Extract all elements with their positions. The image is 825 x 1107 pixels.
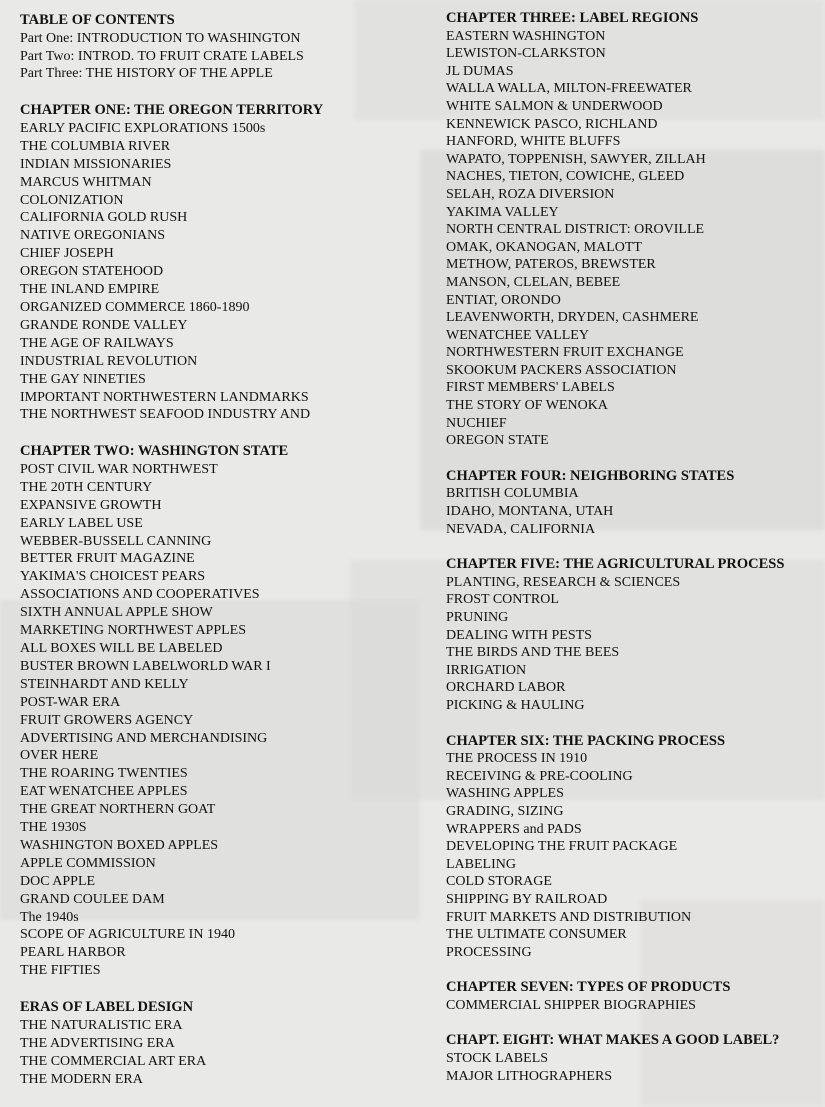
chapter-one-item: IMPORTANT NORTHWESTERN LANDMARKS — [20, 389, 309, 405]
eras-item: THE COMMERCIAL ART ERA — [20, 1053, 207, 1069]
chapter-four-item: IDAHO, MONTANA, UTAH — [446, 504, 614, 520]
chapter-two-item: THE GREAT NORTHERN GOAT — [20, 802, 216, 818]
right-column — [446, 10, 818, 1085]
chapter-five-item: IRRIGATION — [446, 662, 527, 678]
eras-item: THE MODERN ERA — [20, 1071, 143, 1087]
chapter-six-item: PROCESSING — [446, 944, 532, 960]
chapter-three-item: METHOW, PATEROS, BREWSTER — [446, 257, 656, 273]
chapter-one-item: COLONIZATION — [20, 192, 124, 208]
chapter-three-item: FIRST MEMBERS' LABELS — [446, 380, 615, 396]
chapter-five-item: ORCHARD LABOR — [446, 680, 566, 696]
chapter-one-item: THE NORTHWEST SEAFOOD INDUSTRY AND — [20, 407, 311, 423]
chapter-three-item: SELAH, ROZA DIVERSION — [446, 186, 615, 202]
chapter-one-section — [20, 102, 365, 424]
chapter-three-item: KENNEWICK PASCO, RICHLAND — [446, 116, 658, 132]
chapter-two-item: EARLY LABEL USE — [20, 515, 143, 531]
chapter-three-item: YAKIMA VALLEY — [446, 204, 559, 220]
chapter-six-item: THE ULTIMATE CONSUMER — [446, 927, 627, 943]
chapter-two-item: SCOPE OF AGRICULTURE IN 1940 — [20, 927, 235, 943]
eras-section — [20, 999, 365, 1088]
chapter-three-section — [446, 10, 818, 450]
eras-item: THE ADVERTISING ERA — [20, 1035, 175, 1051]
chapter-two-item: ALL BOXES WILL BE LABELED — [20, 640, 223, 656]
chapter-two-item: WEBBER-BUSSELL CANNING — [20, 533, 212, 549]
chapter-eight-heading: CHAPT. EIGHT: WHAT MAKES A GOOD LABEL? — [446, 1032, 780, 1049]
chapter-six-item: FRUIT MARKETS AND DISTRIBUTION — [446, 909, 692, 925]
chapter-one-heading: CHAPTER ONE: THE OREGON TERRITORY — [20, 102, 324, 119]
chapter-three-item: OREGON STATE — [446, 433, 549, 449]
chapter-two-item: WASHINGTON BOXED APPLES — [20, 837, 219, 853]
chapter-one-item: THE COLUMBIA RIVER — [20, 138, 171, 154]
chapter-three-item: THE STORY OF WENOKA — [446, 398, 608, 414]
chapter-two-item: THE ROARING TWENTIES — [20, 766, 188, 782]
chapter-two-item: SIXTH ANNUAL APPLE SHOW — [20, 605, 213, 621]
chapter-one-item: ORGANIZED COMMERCE 1860-1890 — [20, 299, 250, 315]
chapter-two-section — [20, 443, 365, 980]
chapter-six-item: THE PROCESS IN 1910 — [446, 751, 588, 767]
chapter-five-item: PICKING & HAULING — [446, 697, 585, 713]
chapter-two-item: APPLE COMMISSION — [20, 855, 156, 871]
chapter-three-item: SKOOKUM PACKERS ASSOCIATION — [446, 362, 677, 378]
chapter-three-item: LEAVENWORTH, DRYDEN, CASHMERE — [446, 310, 699, 326]
chapter-six-item: WRAPPERS and PADS — [446, 821, 582, 837]
chapter-two-item: ADVERTISING AND MERCHANDISING — [20, 730, 268, 746]
chapter-two-item: BETTER FRUIT MAGAZINE — [20, 551, 195, 567]
chapter-three-item: NUCHIEF — [446, 415, 507, 431]
chapter-three-item: NACHES, TIETON, COWICHE, GLEED — [446, 169, 685, 185]
chapter-one-item: THE GAY NINETIES — [20, 371, 146, 387]
chapter-three-item: NORTH CENTRAL DISTRICT: OROVILLE — [446, 222, 705, 238]
chapter-six-item: GRADING, SIZING — [446, 803, 564, 819]
toc-item: Part One: INTRODUCTION TO WASHINGTON — [20, 30, 301, 46]
chapter-five-item: PLANTING, RESEARCH & SCIENCES — [446, 574, 681, 590]
chapter-one-item: THE INLAND EMPIRE — [20, 282, 160, 298]
chapter-three-item: EASTERN WASHINGTON — [446, 28, 606, 44]
chapter-three-item: HANFORD, WHITE BLUFFS — [446, 134, 621, 150]
chapter-four-item: BRITISH COLUMBIA — [446, 486, 579, 502]
chapter-two-item: STEINHARDT AND KELLY — [20, 676, 189, 692]
chapter-one-item: NATIVE OREGONIANS — [20, 228, 166, 244]
chapter-seven-item: COMMERCIAL SHIPPER BIOGRAPHIES — [446, 997, 696, 1013]
chapter-one-item: GRANDE RONDE VALLEY — [20, 317, 188, 333]
chapter-three-item: MANSON, CLELAN, BEBEE — [446, 274, 621, 290]
chapter-five-item: FROST CONTROL — [446, 592, 559, 608]
chapter-two-item: POST CIVIL WAR NORTHWEST — [20, 461, 218, 477]
chapter-one-item: INDIAN MISSIONARIES — [20, 156, 172, 172]
chapter-three-item: NORTHWESTERN FRUIT EXCHANGE — [446, 345, 684, 361]
chapter-five-item: PRUNING — [446, 610, 509, 625]
chapter-eight-item: MAJOR LITHOGRAPHERS — [446, 1068, 613, 1084]
chapter-two-item: FRUIT GROWERS AGENCY — [20, 712, 194, 728]
chapter-one-item: INDUSTRIAL REVOLUTION — [20, 353, 198, 369]
chapter-four-section — [446, 468, 818, 538]
chapter-three-item: WENATCHEE VALLEY — [446, 327, 589, 343]
chapter-two-item: BUSTER BROWN LABELWORLD WAR I — [20, 658, 271, 674]
chapter-three-item: WALLA WALLA, MILTON-FREEWATER — [446, 81, 692, 97]
chapter-four-item: NEVADA, CALIFORNIA — [446, 521, 596, 537]
chapter-five-heading: CHAPTER FIVE: THE AGRICULTURAL PROCESS — [446, 556, 785, 573]
chapter-two-item: The 1940s — [20, 909, 79, 925]
chapter-two-heading: CHAPTER TWO: WASHINGTON STATE — [20, 443, 289, 460]
chapter-two-item: PEARL HARBOR — [20, 945, 126, 961]
chapter-one-item: EARLY PACIFIC EXPLORATIONS 1500s — [20, 120, 266, 136]
chapter-five-item: THE BIRDS AND THE BEES — [446, 645, 620, 661]
chapter-two-item: EXPANSIVE GROWTH — [20, 497, 162, 513]
chapter-six-section — [446, 733, 818, 962]
chapter-three-item: ENTIAT, ORONDO — [446, 292, 561, 308]
toc-item: Part Two: INTROD. TO FRUIT CRATE LABELS — [20, 48, 304, 64]
chapter-six-item: DEVELOPING THE FRUIT PACKAGE — [446, 839, 678, 855]
chapter-six-heading: CHAPTER SIX: THE PACKING PROCESS — [446, 732, 726, 749]
chapter-six-item: LABELING — [446, 856, 516, 872]
chapter-six-item: WASHING APPLES — [446, 786, 564, 802]
toc-heading: TABLE OF CONTENTS — [20, 12, 175, 28]
chapter-six-item: COLD STORAGE — [446, 874, 552, 890]
eras-item: THE NATURALISTIC ERA — [20, 1017, 183, 1033]
chapter-two-item: POST-WAR ERA — [20, 694, 121, 710]
chapter-two-item: THE 1930S — [20, 820, 87, 836]
chapter-two-item: MARKETING NORTHWEST APPLES — [20, 623, 247, 639]
chapter-eight-section — [446, 1032, 818, 1085]
toc-section — [20, 12, 365, 83]
chapter-eight-item: STOCK LABELS — [446, 1051, 549, 1067]
chapter-six-item: RECEIVING & PRE-COOLING — [446, 768, 633, 784]
chapter-one-item: CHIEF JOSEPH — [20, 246, 114, 262]
chapter-two-item: DOC APPLE — [20, 873, 96, 889]
chapter-seven-heading: CHAPTER SEVEN: TYPES OF PRODUCTS — [446, 979, 731, 996]
chapter-three-item: LEWISTON-CLARKSTON — [446, 46, 606, 62]
chapter-three-item: WHITE SALMON & UNDERWOOD — [446, 98, 663, 114]
toc-item: Part Three: THE HISTORY OF THE APPLE — [20, 66, 273, 82]
chapter-three-item: OMAK, OKANOGAN, MALOTT — [446, 239, 642, 255]
chapter-four-heading: CHAPTER FOUR: NEIGHBORING STATES — [446, 467, 735, 484]
chapter-two-item: EAT WENATCHEE APPLES — [20, 784, 188, 800]
chapter-two-item: THE FIFTIES — [20, 963, 101, 979]
chapter-two-item: YAKIMA'S CHOICEST PEARS — [20, 569, 206, 585]
chapter-two-item: ASSOCIATIONS AND COOPERATIVES — [20, 587, 260, 603]
chapter-one-item: CALIFORNIA GOLD RUSH — [20, 210, 188, 226]
chapter-three-item: WAPATO, TOPPENISH, SAWYER, ZILLAH — [446, 151, 706, 167]
chapter-one-item: OREGON STATEHOOD — [20, 264, 164, 280]
chapter-seven-section — [446, 979, 818, 1014]
chapter-two-item: GRAND COULEE DAM — [20, 891, 165, 907]
chapter-six-item: SHIPPING BY RAILROAD — [446, 891, 608, 907]
chapter-two-item: OVER HERE — [20, 748, 99, 764]
left-column — [20, 12, 365, 1088]
chapter-five-item: DEALING WITH PESTS — [446, 627, 592, 643]
chapter-one-item: MARCUS WHITMAN — [20, 174, 152, 190]
chapter-five-section — [446, 556, 818, 714]
chapter-three-heading: CHAPTER THREE: LABEL REGIONS — [446, 10, 699, 26]
chapter-one-item: THE AGE OF RAILWAYS — [20, 335, 174, 351]
chapter-three-item: JL DUMAS — [446, 63, 514, 79]
eras-heading: ERAS OF LABEL DESIGN — [20, 999, 194, 1016]
chapter-two-item: THE 20TH CENTURY — [20, 479, 153, 495]
